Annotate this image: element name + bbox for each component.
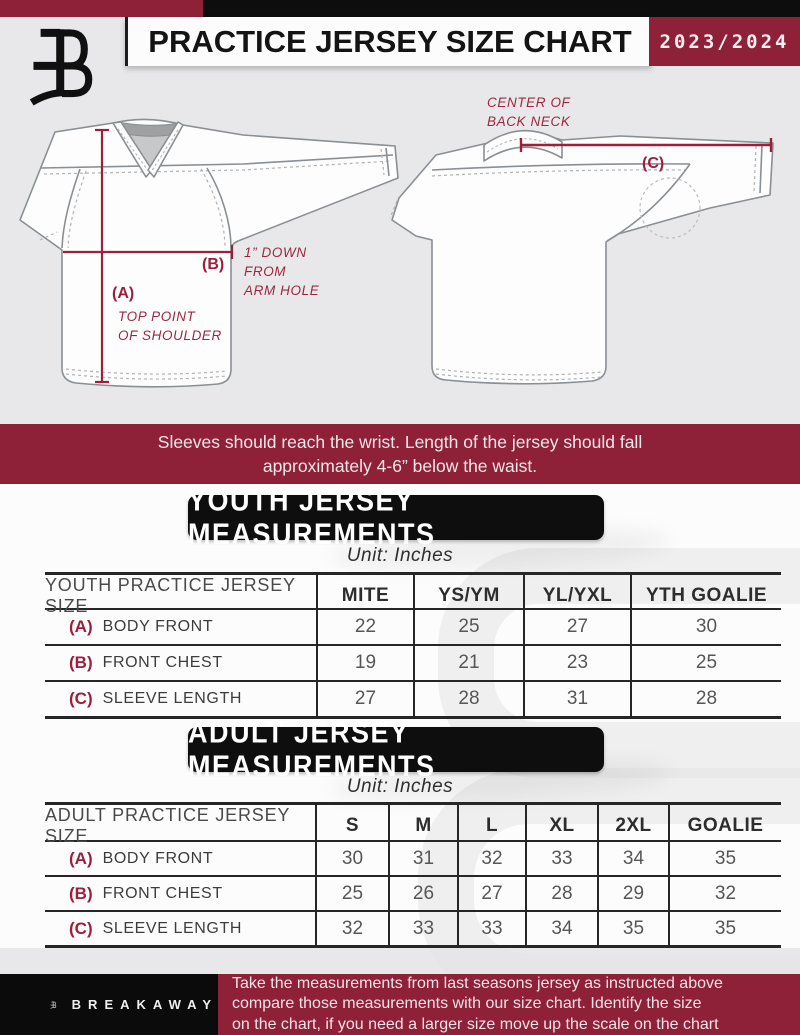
top-strip-black <box>203 0 800 17</box>
column-header: GOALIE <box>668 805 781 847</box>
row-key: (B) <box>69 883 93 903</box>
youth-section-header <box>188 484 604 550</box>
season-label: 2023/2024 <box>659 30 790 53</box>
note-a-line1: TOP POINT <box>118 309 196 324</box>
footer-brand-block <box>0 974 218 1035</box>
row-label: FRONT CHEST <box>102 654 223 671</box>
adult-size-table <box>45 802 781 948</box>
row-label: BODY FRONT <box>102 849 214 867</box>
youth-section-title: YOUTH JERSEY MEASUREMENTS <box>188 484 436 550</box>
cell-value: 33 <box>457 912 525 945</box>
cell-value: 35 <box>668 912 781 945</box>
table-row <box>45 680 781 716</box>
cell-value: 26 <box>388 877 457 910</box>
column-header: ADULT PRACTICE JERSEY SIZE <box>45 805 290 846</box>
cell-value: 27 <box>316 682 413 716</box>
note-c-line2: BACK NECK <box>487 114 571 129</box>
cell-value: 35 <box>668 842 781 875</box>
column-header: YOUTH PRACTICE JERSEY SIZE <box>45 575 296 616</box>
cell-value: 33 <box>388 912 457 945</box>
label-c: (C) <box>642 155 665 172</box>
fit-note-line1: Sleeves should reach the wrist. Length of the jersey should fall <box>157 431 643 452</box>
cell-value: 32 <box>457 842 525 875</box>
cell-value: 32 <box>668 877 781 910</box>
adult-section-header <box>188 716 604 782</box>
note-c-line1: CENTER OF <box>487 95 571 110</box>
column-header: YTH GOALIE <box>630 575 781 617</box>
cell-value: 35 <box>597 912 668 945</box>
cell-value: 28 <box>413 682 523 716</box>
footer-line1: Take the measurements from last seasons jersey as instructed above <box>232 974 723 992</box>
cell-value: 29 <box>597 877 668 910</box>
cell-value: 30 <box>315 842 388 875</box>
row-label: SLEEVE LENGTH <box>102 919 243 937</box>
brand-name: BREAKAWAY <box>71 997 218 1012</box>
cell-value: 19 <box>316 646 413 680</box>
table-row <box>45 910 781 945</box>
cell-value: 22 <box>316 610 413 644</box>
table-header-row <box>45 572 781 616</box>
cell-value: 34 <box>597 842 668 875</box>
footer-line3: on the chart, if you need a larger size move up the scale on the chart <box>232 1015 719 1033</box>
fit-note-banner <box>0 424 800 484</box>
cell-value: 27 <box>457 877 525 910</box>
column-header: YL/YXL <box>523 575 630 617</box>
front-jersey-drawing <box>20 119 398 386</box>
row-key: (A) <box>69 617 93 636</box>
fit-note-line2: approximately 4-6” below the waist. <box>262 455 538 476</box>
label-a: (A) <box>112 285 135 302</box>
note-b-line1: 1” DOWN <box>244 245 307 260</box>
note-b-line3: ARM HOLE <box>244 283 320 298</box>
adult-section-title: ADULT JERSEY MEASUREMENTS <box>188 716 436 782</box>
column-header: MITE <box>316 575 413 617</box>
row-label: BODY FRONT <box>102 618 214 635</box>
note-a-line2: OF SHOULDER <box>118 328 222 343</box>
top-strip-maroon <box>0 0 203 17</box>
cell-value: 25 <box>630 646 781 680</box>
cell-value: 21 <box>413 646 523 680</box>
season-badge <box>649 17 800 66</box>
adult-unit-label: Unit: Inches <box>346 776 454 797</box>
table-row <box>45 875 781 910</box>
row-key: (A) <box>69 848 93 868</box>
cell-value: 28 <box>630 682 781 716</box>
row-key: (B) <box>69 653 93 672</box>
label-b: (B) <box>202 256 225 273</box>
back-jersey-drawing <box>390 131 773 384</box>
column-header: S <box>315 805 388 847</box>
cell-value: 25 <box>413 610 523 644</box>
column-header: XL <box>525 805 597 847</box>
breakaway-b-monogram-icon <box>50 986 57 1024</box>
cell-value: 23 <box>523 646 630 680</box>
cell-value: 34 <box>525 912 597 945</box>
youth-unit-label: Unit: Inches <box>346 545 454 566</box>
cell-value: 30 <box>630 610 781 644</box>
table-row <box>45 608 781 644</box>
column-header: 2XL <box>597 805 668 847</box>
row-key: (C) <box>69 918 93 938</box>
cell-value: 33 <box>525 842 597 875</box>
column-header: M <box>388 805 457 847</box>
footer-line2: compare those measurements with our size chart. Identify the size <box>232 995 702 1013</box>
column-header: YS/YM <box>413 575 523 617</box>
cell-value: 31 <box>388 842 457 875</box>
table-header-row <box>45 802 781 846</box>
jersey-diagrams <box>0 68 800 420</box>
cell-value: 27 <box>523 610 630 644</box>
page-title-band <box>125 17 652 66</box>
row-label: FRONT CHEST <box>102 884 223 902</box>
footer-instructions <box>218 974 800 1035</box>
cell-value: 32 <box>315 912 388 945</box>
table-row <box>45 644 781 680</box>
column-header: L <box>457 805 525 847</box>
page-title: PRACTICE JERSEY SIZE CHART <box>148 23 632 59</box>
cell-value: 28 <box>525 877 597 910</box>
table-row <box>45 840 781 875</box>
note-b-line2: FROM <box>244 264 287 279</box>
cell-value: 31 <box>523 682 630 716</box>
row-label: SLEEVE LENGTH <box>102 690 243 707</box>
row-key: (C) <box>69 689 93 708</box>
cell-value: 25 <box>315 877 388 910</box>
youth-size-table <box>45 572 781 719</box>
